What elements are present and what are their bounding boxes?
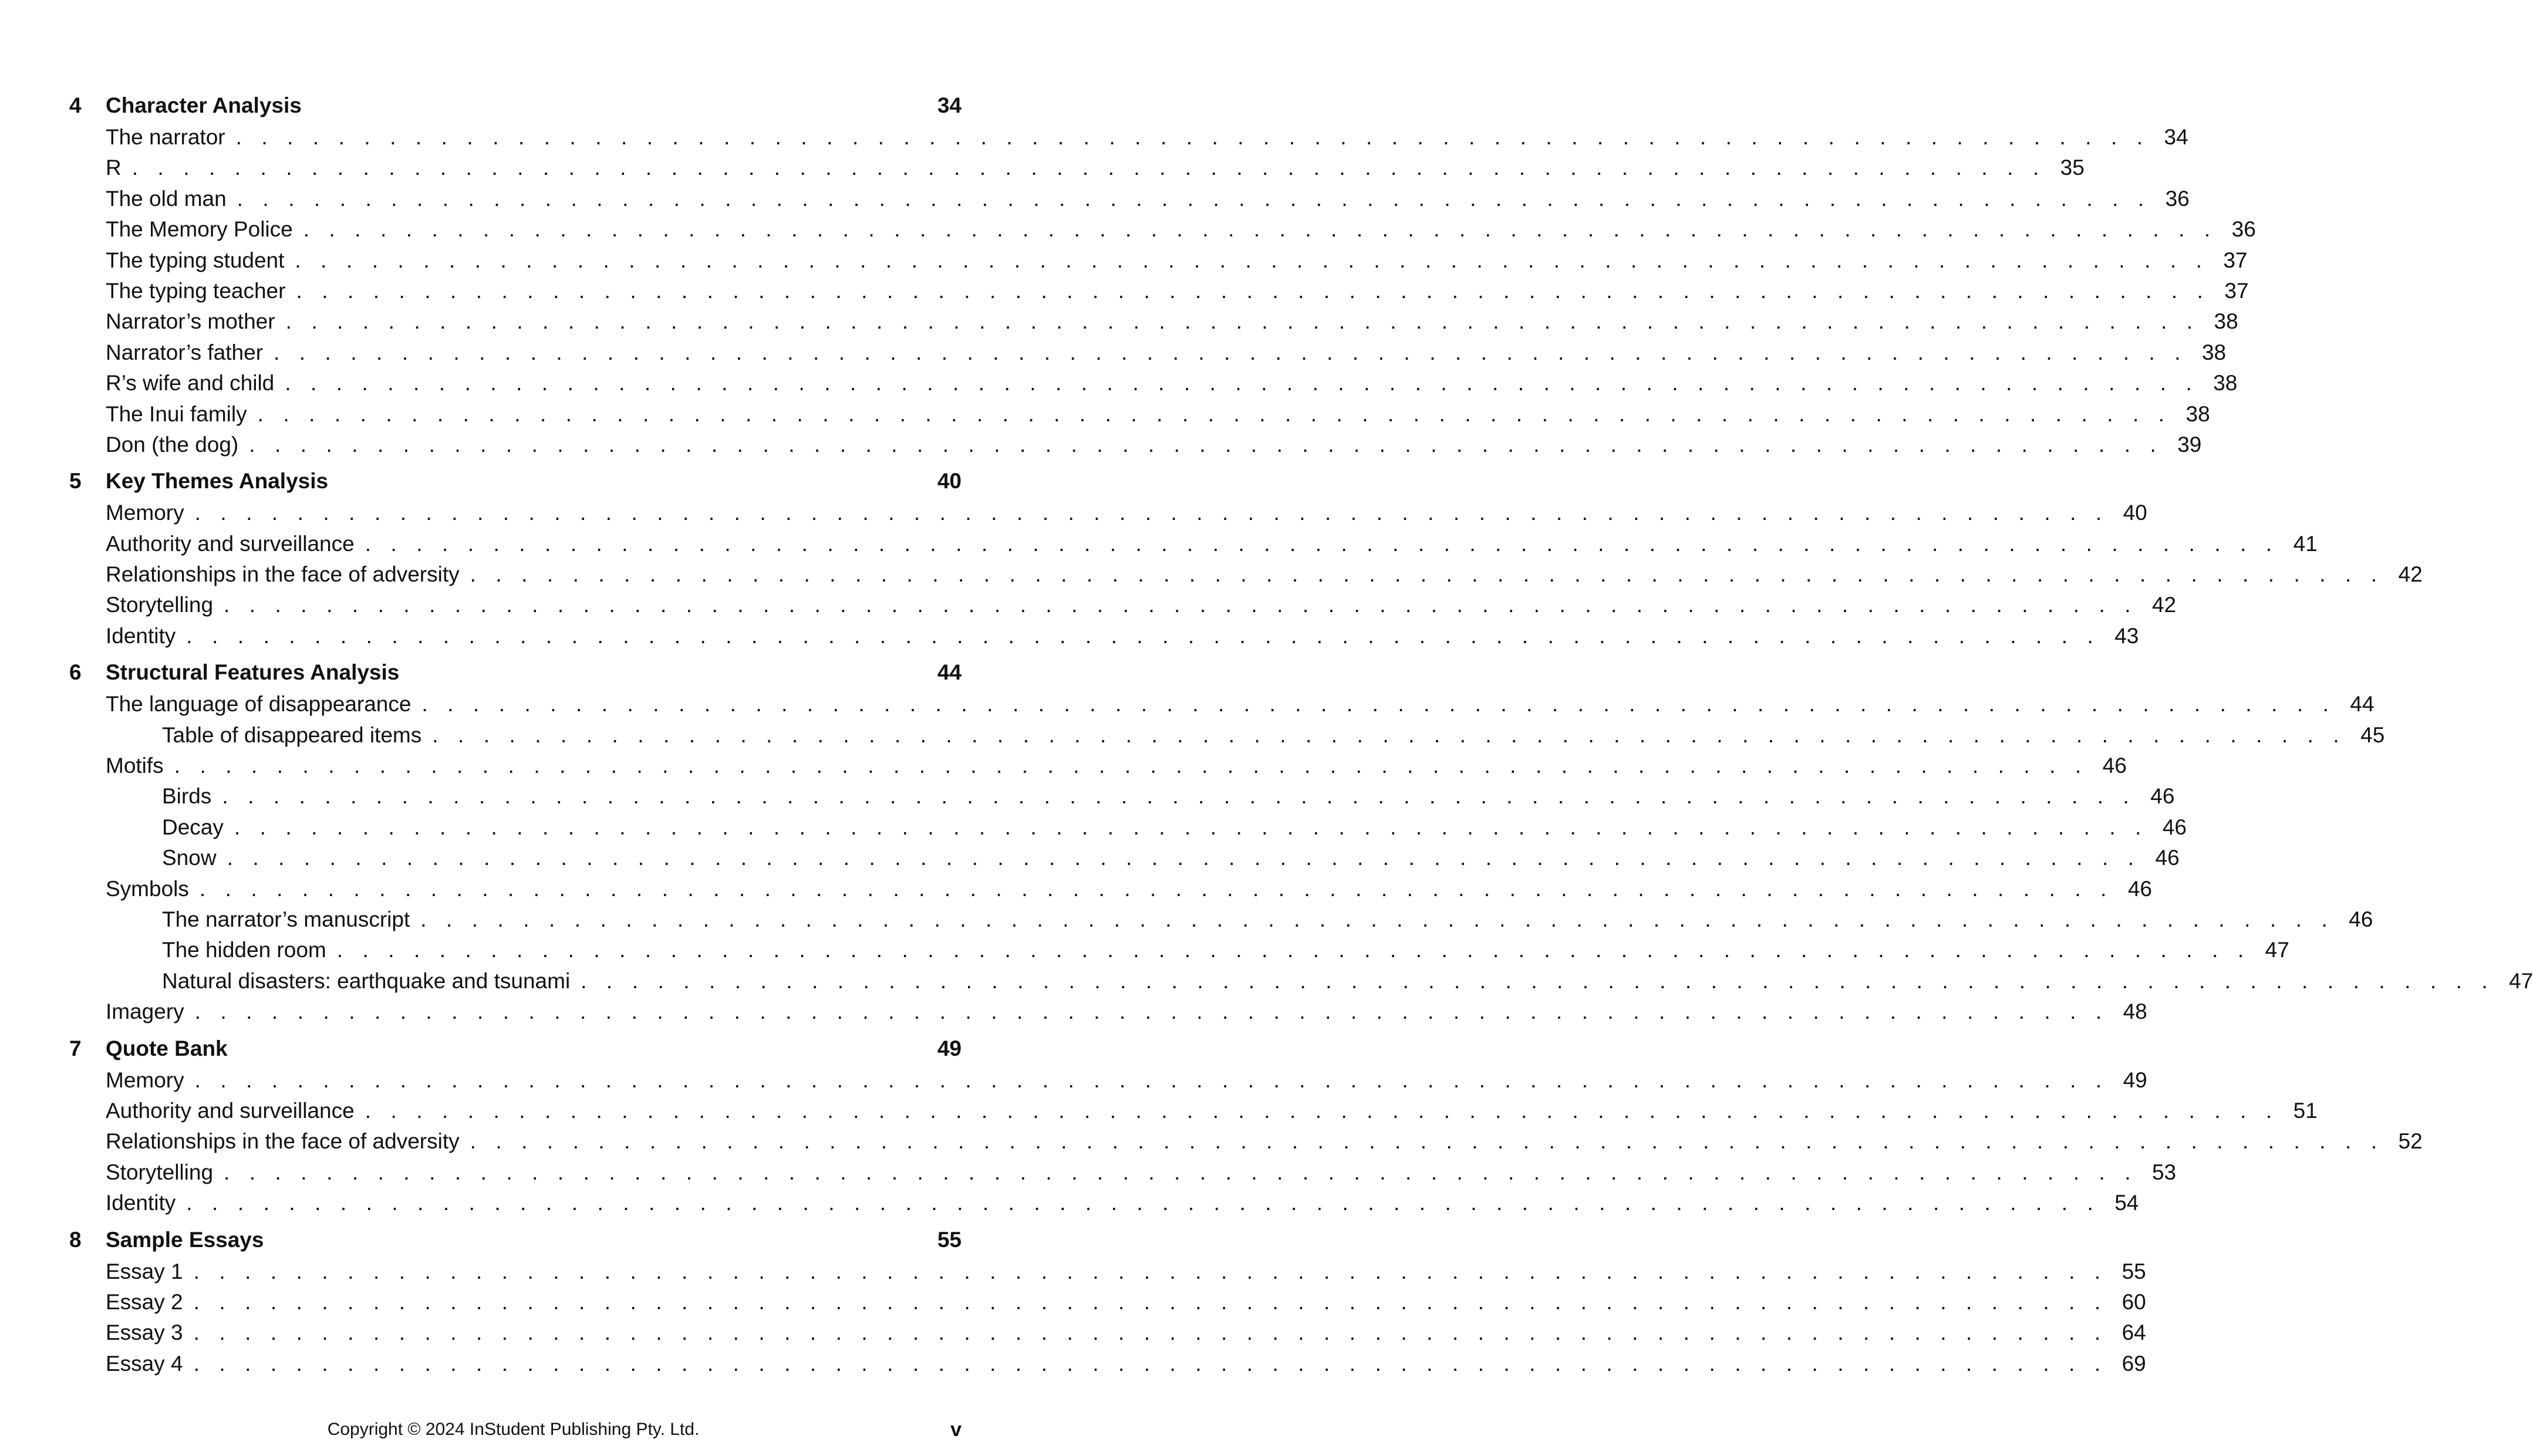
chapter-number: 8 [69, 1227, 82, 1252]
toc-section-entry[interactable] [69, 1126, 2423, 1157]
entry-page-number: 52 [2398, 1129, 2423, 1154]
dot-leader: . . . . . . . . . . . . . . . . . . . . . . . . . . . . . . . . . . . . . . . . . . . . . . . . . . . . . . . . . . . . . . . . . . . . . . . . . . . [193, 1320, 2107, 1345]
chapter-page-number: 34 [937, 93, 962, 117]
entry-title: The narrator’s manuscript [162, 907, 410, 931]
dot-leader: . . . . . . . . . . . . . . . . . . . . . . . . . . . . . . . . . . . . . . . . . . . . . . . . . . . . . . . . . . . . . . . . . . . . . . . . . . . [336, 938, 2251, 962]
entry-title: Motifs [106, 754, 164, 778]
entry-title: Essay 1 [106, 1259, 183, 1283]
chapter-title: Character Analysis [106, 93, 302, 117]
chapter-number: 4 [69, 93, 82, 117]
entry-title: Narrator’s father [106, 340, 264, 364]
toc-section-entry[interactable] [69, 559, 2423, 590]
toc-subsection-entry[interactable] [69, 720, 2385, 751]
toc-subsection-entry[interactable] [69, 935, 2289, 965]
entry-page-number: 54 [2114, 1191, 2139, 1215]
entry-page-number: 46 [2155, 846, 2180, 870]
entry-title: Identity [106, 1191, 176, 1215]
toc-section-entry[interactable] [69, 1065, 2147, 1096]
toc-chapter-heading[interactable] [69, 89, 962, 122]
entry-title: Relationships in the face of adversity [106, 562, 460, 587]
chapter-title: Key Themes Analysis [106, 469, 329, 494]
dot-leader: . . . . . . . . . . . . . . . . . . . . . . . . . . . . . . . . . . . . . . . . . . . . . . . . . . . . . . . . . . . . . . . . . . . . . . . . . . . [186, 623, 2100, 648]
dot-leader: . . . . . . . . . . . . . . . . . . . . . . . . . . . . . . . . . . . . . . . . . . . . . . . . . . . . . . . . . . . . . . . . . . . . . . . . . . . [194, 501, 2109, 525]
toc-section-entry[interactable] [69, 306, 2238, 337]
entry-title: Narrator’s mother [106, 309, 275, 334]
entry-page-number: 38 [2185, 401, 2210, 426]
toc-chapter [69, 656, 2533, 1027]
toc-section-entry[interactable] [69, 996, 2147, 1027]
entry-page-number: 64 [2121, 1320, 2146, 1345]
entry-title: The typing student [106, 248, 285, 272]
toc-subsection-entry[interactable] [69, 781, 2175, 812]
entry-page-number: 46 [2127, 876, 2152, 901]
toc-section-entry[interactable] [69, 430, 2202, 460]
dot-leader: . . . . . . . . . . . . . . . . . . . . . . . . . . . . . . . . . . . . . . . . . . . . . . . . . . . . . . . . . . . . . . . . . . . . . . . . . . . [295, 248, 2209, 272]
toc-section-entry[interactable] [69, 689, 2375, 719]
entry-title: Don (the dog) [106, 432, 239, 457]
dot-leader: . . . . . . . . . . . . . . . . . . . . . . . . . . . . . . . . . . . . . . . . . . . . . . . . . . . . . . . . . . . . . . . . . . . . . . . . . . . [235, 125, 2150, 149]
entry-title: Decay [162, 815, 224, 839]
entry-title: Essay 2 [106, 1289, 183, 1314]
entry-page-number: 45 [2360, 722, 2385, 747]
toc-chapter [69, 465, 2423, 651]
toc-subsection-entry[interactable] [69, 966, 2533, 996]
entry-page-number: 47 [2509, 968, 2533, 993]
entry-page-number: 46 [2162, 815, 2187, 839]
toc-section-entry[interactable] [69, 1096, 2318, 1126]
entry-title: The old man [106, 186, 227, 211]
dot-leader: . . . . . . . . . . . . . . . . . . . . . . . . . . . . . . . . . . . . . . . . . . . . . . . . . . . . . . . . . . . . . . . . . . . . . . . . . . . [222, 784, 2136, 809]
dot-leader: . . . . . . . . . . . . . . . . . . . . . . . . . . . . . . . . . . . . . . . . . . . . . . . . . . . . . . . . . . . . . . . . . . . . . . . . . . . [194, 999, 2109, 1024]
entry-title: R [106, 156, 122, 180]
entry-page-number: 46 [2102, 754, 2127, 778]
entry-title: Authority and surveillance [106, 531, 355, 556]
entry-page-number: 37 [2224, 278, 2249, 303]
chapter-page-number: 49 [937, 1036, 962, 1060]
page-number: v [950, 1418, 962, 1441]
entry-page-number: 36 [2231, 217, 2256, 242]
toc-subsection-entry[interactable] [69, 812, 2187, 843]
toc-section-entry[interactable] [69, 1318, 2146, 1348]
entry-title: The language of disappearance [106, 692, 412, 717]
dot-leader: . . . . . . . . . . . . . . . . . . . . . . . . . . . . . . . . . . . . . . . . . . . . . . . . . . . . . . . . . . . . . . . . . . . . . . . . . . . [365, 1098, 2279, 1123]
toc-chapter-heading[interactable] [69, 656, 962, 689]
toc-section-entry[interactable] [69, 153, 2085, 183]
entry-title: Snow [162, 846, 217, 870]
toc-section-entry[interactable] [69, 184, 2190, 214]
dot-leader: . . . . . . . . . . . . . . . . . . . . . . . . . . . . . . . . . . . . . . . . . . . . . . . . . . . . . . . . . . . . . . . . . . . . . . . . . . . [432, 722, 2346, 747]
entry-page-number: 46 [2349, 907, 2373, 931]
entry-title: Storytelling [106, 593, 214, 617]
toc-section-entry[interactable] [69, 214, 2256, 245]
dot-leader: . . . . . . . . . . . . . . . . . . . . . . . . . . . . . . . . . . . . . . . . . . . . . . . . . . . . . . . . . . . . . . . . . . . . . . . . . . . [285, 371, 2199, 396]
toc-section-entry[interactable] [69, 1256, 2146, 1287]
entry-title: Memory [106, 501, 184, 525]
toc-section-entry[interactable] [69, 621, 2139, 651]
entry-page-number: 47 [2265, 938, 2289, 962]
toc-chapter [69, 1032, 2423, 1219]
entry-title: The typing teacher [106, 278, 286, 303]
dot-leader: . . . . . . . . . . . . . . . . . . . . . . . . . . . . . . . . . . . . . . . . . . . . . . . . . . . . . . . . . . . . . . . . . . . . . . . . . . . [470, 562, 2384, 587]
dot-leader: . . . . . . . . . . . . . . . . . . . . . . . . . . . . . . . . . . . . . . . . . . . . . . . . . . . . . . . . . . . . . . . . . . . . . . . . . . . [227, 846, 2141, 870]
dot-leader: . . . . . . . . . . . . . . . . . . . . . . . . . . . . . . . . . . . . . . . . . . . . . . . . . . . . . . . . . . . . . . . . . . . . . . . . . . . [274, 340, 2188, 364]
toc-subsection-entry[interactable] [69, 843, 2180, 873]
dot-leader: . . . . . . . . . . . . . . . . . . . . . . . . . . . . . . . . . . . . . . . . . . . . . . . . . . . . . . . . . . . . . . . . . . . . . . . . . . . [234, 815, 2148, 839]
chapter-number: 5 [69, 469, 82, 494]
dot-leader: . . . . . . . . . . . . . . . . . . . . . . . . . . . . . . . . . . . . . . . . . . . . . . . . . . . . . . . . . . . . . . . . . . . . . . . . . . . [193, 1289, 2107, 1314]
entry-title: Natural disasters: earthquake and tsunami [162, 968, 571, 993]
entry-title: The Memory Police [106, 217, 293, 242]
toc-chapter-heading[interactable] [69, 1224, 962, 1256]
entry-page-number: 46 [2150, 784, 2175, 809]
toc-section-entry[interactable] [69, 1157, 2177, 1188]
entry-title: Authority and surveillance [106, 1098, 355, 1123]
entry-page-number: 42 [2398, 562, 2423, 587]
dot-leader: . . . . . . . . . . . . . . . . . . . . . . . . . . . . . . . . . . . . . . . . . . . . . . . . . . . . . . . . . . . . . . . . . . . . . . . . . . . [174, 754, 2088, 778]
table-of-contents [69, 89, 2533, 1384]
dot-leader: . . . . . . . . . . . . . . . . . . . . . . . . . . . . . . . . . . . . . . . . . . . . . . . . . . . . . . . . . . . . . . . . . . . . . . . . . . . [224, 1160, 2138, 1184]
entry-title: Storytelling [106, 1160, 214, 1184]
dot-leader: . . . . . . . . . . . . . . . . . . . . . . . . . . . . . . . . . . . . . . . . . . . . . . . . . . . . . . . . . . . . . . . . . . . . . . . . . . . [421, 692, 2336, 717]
copyright-notice: Copyright © 2024 InStudent Publishing Pty. Ltd. [327, 1420, 700, 1439]
chapter-page-number: 44 [937, 660, 962, 685]
entry-page-number: 44 [2350, 692, 2375, 717]
dot-leader: . . . . . . . . . . . . . . . . . . . . . . . . . . . . . . . . . . . . . . . . . . . . . . . . . . . . . . . . . . . . . . . . . . . . . . . . . . . [581, 968, 2495, 993]
toc-section-entry[interactable] [69, 1287, 2146, 1318]
entry-page-number: 35 [2060, 156, 2085, 180]
dot-leader: . . . . . . . . . . . . . . . . . . . . . . . . . . . . . . . . . . . . . . . . . . . . . . . . . . . . . . . . . . . . . . . . . . . . . . . . . . . [303, 217, 2217, 242]
dot-leader: . . . . . . . . . . . . . . . . . . . . . . . . . . . . . . . . . . . . . . . . . . . . . . . . . . . . . . . . . . . . . . . . . . . . . . . . . . . [193, 1259, 2107, 1283]
entry-page-number: 42 [2151, 593, 2177, 617]
dot-leader: . . . . . . . . . . . . . . . . . . . . . . . . . . . . . . . . . . . . . . . . . . . . . . . . . . . . . . . . . . . . . . . . . . . . . . . . . . . [237, 186, 2151, 211]
toc-section-entry[interactable] [69, 590, 2177, 620]
dot-leader: . . . . . . . . . . . . . . . . . . . . . . . . . . . . . . . . . . . . . . . . . . . . . . . . . . . . . . . . . . . . . . . . . . . . . . . . . . . [131, 156, 2046, 180]
toc-section-entry[interactable] [69, 122, 2188, 153]
dot-leader: . . . . . . . . . . . . . . . . . . . . . . . . . . . . . . . . . . . . . . . . . . . . . . . . . . . . . . . . . . . . . . . . . . . . . . . . . . . [257, 401, 2171, 426]
chapter-title: Sample Essays [106, 1227, 264, 1252]
dot-leader: . . . . . . . . . . . . . . . . . . . . . . . . . . . . . . . . . . . . . . . . . . . . . . . . . . . . . . . . . . . . . . . . . . . . . . . . . . . [470, 1129, 2384, 1154]
entry-title: R’s wife and child [106, 371, 275, 396]
dot-leader: . . . . . . . . . . . . . . . . . . . . . . . . . . . . . . . . . . . . . . . . . . . . . . . . . . . . . . . . . . . . . . . . . . . . . . . . . . . [285, 309, 2200, 334]
dot-leader: . . . . . . . . . . . . . . . . . . . . . . . . . . . . . . . . . . . . . . . . . . . . . . . . . . . . . . . . . . . . . . . . . . . . . . . . . . . [365, 531, 2279, 556]
chapter-title: Quote Bank [106, 1036, 228, 1060]
dot-leader: . . . . . . . . . . . . . . . . . . . . . . . . . . . . . . . . . . . . . . . . . . . . . . . . . . . . . . . . . . . . . . . . . . . . . . . . . . . [194, 1067, 2109, 1092]
dot-leader: . . . . . . . . . . . . . . . . . . . . . . . . . . . . . . . . . . . . . . . . . . . . . . . . . . . . . . . . . . . . . . . . . . . . . . . . . . . [420, 907, 2335, 931]
entry-title: The hidden room [162, 938, 326, 962]
entry-page-number: 36 [2165, 186, 2190, 211]
entry-page-number: 60 [2121, 1289, 2146, 1314]
entry-title: Imagery [106, 999, 184, 1024]
entry-title: Symbols [106, 876, 189, 901]
dot-leader: . . . . . . . . . . . . . . . . . . . . . . . . . . . . . . . . . . . . . . . . . . . . . . . . . . . . . . . . . . . . . . . . . . . . . . . . . . . [296, 278, 2210, 303]
entry-page-number: 69 [2121, 1351, 2146, 1376]
toc-section-entry[interactable] [69, 529, 2318, 559]
entry-title: Essay 4 [106, 1351, 183, 1376]
toc-chapter-heading[interactable] [69, 465, 962, 498]
dot-leader: . . . . . . . . . . . . . . . . . . . . . . . . . . . . . . . . . . . . . . . . . . . . . . . . . . . . . . . . . . . . . . . . . . . . . . . . . . . [199, 876, 2113, 901]
entry-page-number: 37 [2223, 248, 2248, 272]
dot-leader: . . . . . . . . . . . . . . . . . . . . . . . . . . . . . . . . . . . . . . . . . . . . . . . . . . . . . . . . . . . . . . . . . . . . . . . . . . . [193, 1351, 2107, 1376]
toc-section-entry[interactable] [69, 245, 2248, 276]
entry-page-number: 41 [2293, 531, 2318, 556]
toc-section-entry[interactable] [69, 399, 2210, 430]
entry-title: Memory [106, 1067, 184, 1092]
chapter-number: 7 [69, 1036, 82, 1060]
toc-section-entry[interactable] [69, 368, 2238, 398]
entry-title: Birds [162, 784, 212, 809]
entry-title: Essay 3 [106, 1320, 183, 1345]
entry-page-number: 38 [2201, 340, 2227, 364]
toc-chapter-heading[interactable] [69, 1032, 962, 1065]
toc-section-entry[interactable] [69, 337, 2227, 368]
toc-section-entry[interactable] [69, 751, 2127, 781]
entry-page-number: 55 [2121, 1259, 2146, 1283]
toc-section-entry[interactable] [69, 498, 2147, 528]
toc-section-entry[interactable] [69, 1188, 2139, 1218]
chapter-page-number: 55 [937, 1227, 962, 1252]
chapter-number: 6 [69, 660, 82, 685]
toc-section-entry[interactable] [69, 1349, 2146, 1379]
chapter-title: Structural Features Analysis [106, 660, 400, 685]
toc-section-entry[interactable] [69, 276, 2249, 306]
entry-title: The narrator [106, 125, 225, 149]
entry-page-number: 48 [2123, 999, 2147, 1024]
entry-page-number: 40 [2123, 501, 2147, 525]
entry-page-number: 53 [2151, 1160, 2177, 1184]
entry-page-number: 38 [2214, 309, 2238, 334]
entry-page-number: 49 [2123, 1067, 2147, 1092]
entry-page-number: 34 [2164, 125, 2188, 149]
toc-subsection-entry[interactable] [69, 904, 2373, 935]
entry-title: The Inui family [106, 401, 247, 426]
entry-page-number: 39 [2177, 432, 2202, 457]
toc-chapter [69, 89, 2256, 460]
entry-title: Table of disappeared items [162, 722, 422, 747]
entry-page-number: 38 [2213, 371, 2238, 396]
dot-leader: . . . . . . . . . . . . . . . . . . . . . . . . . . . . . . . . . . . . . . . . . . . . . . . . . . . . . . . . . . . . . . . . . . . . . . . . . . . [186, 1191, 2100, 1215]
entry-page-number: 51 [2293, 1098, 2318, 1123]
chapter-page-number: 40 [937, 469, 962, 494]
toc-section-entry[interactable] [69, 874, 2152, 904]
dot-leader: . . . . . . . . . . . . . . . . . . . . . . . . . . . . . . . . . . . . . . . . . . . . . . . . . . . . . . . . . . . . . . . . . . . . . . . . . . . [224, 593, 2138, 617]
entry-title: Relationships in the face of adversity [106, 1129, 460, 1154]
entry-title: Identity [106, 623, 176, 648]
dot-leader: . . . . . . . . . . . . . . . . . . . . . . . . . . . . . . . . . . . . . . . . . . . . . . . . . . . . . . . . . . . . . . . . . . . . . . . . . . . [249, 432, 2163, 457]
entry-page-number: 43 [2114, 623, 2139, 648]
toc-chapter [69, 1224, 2146, 1380]
